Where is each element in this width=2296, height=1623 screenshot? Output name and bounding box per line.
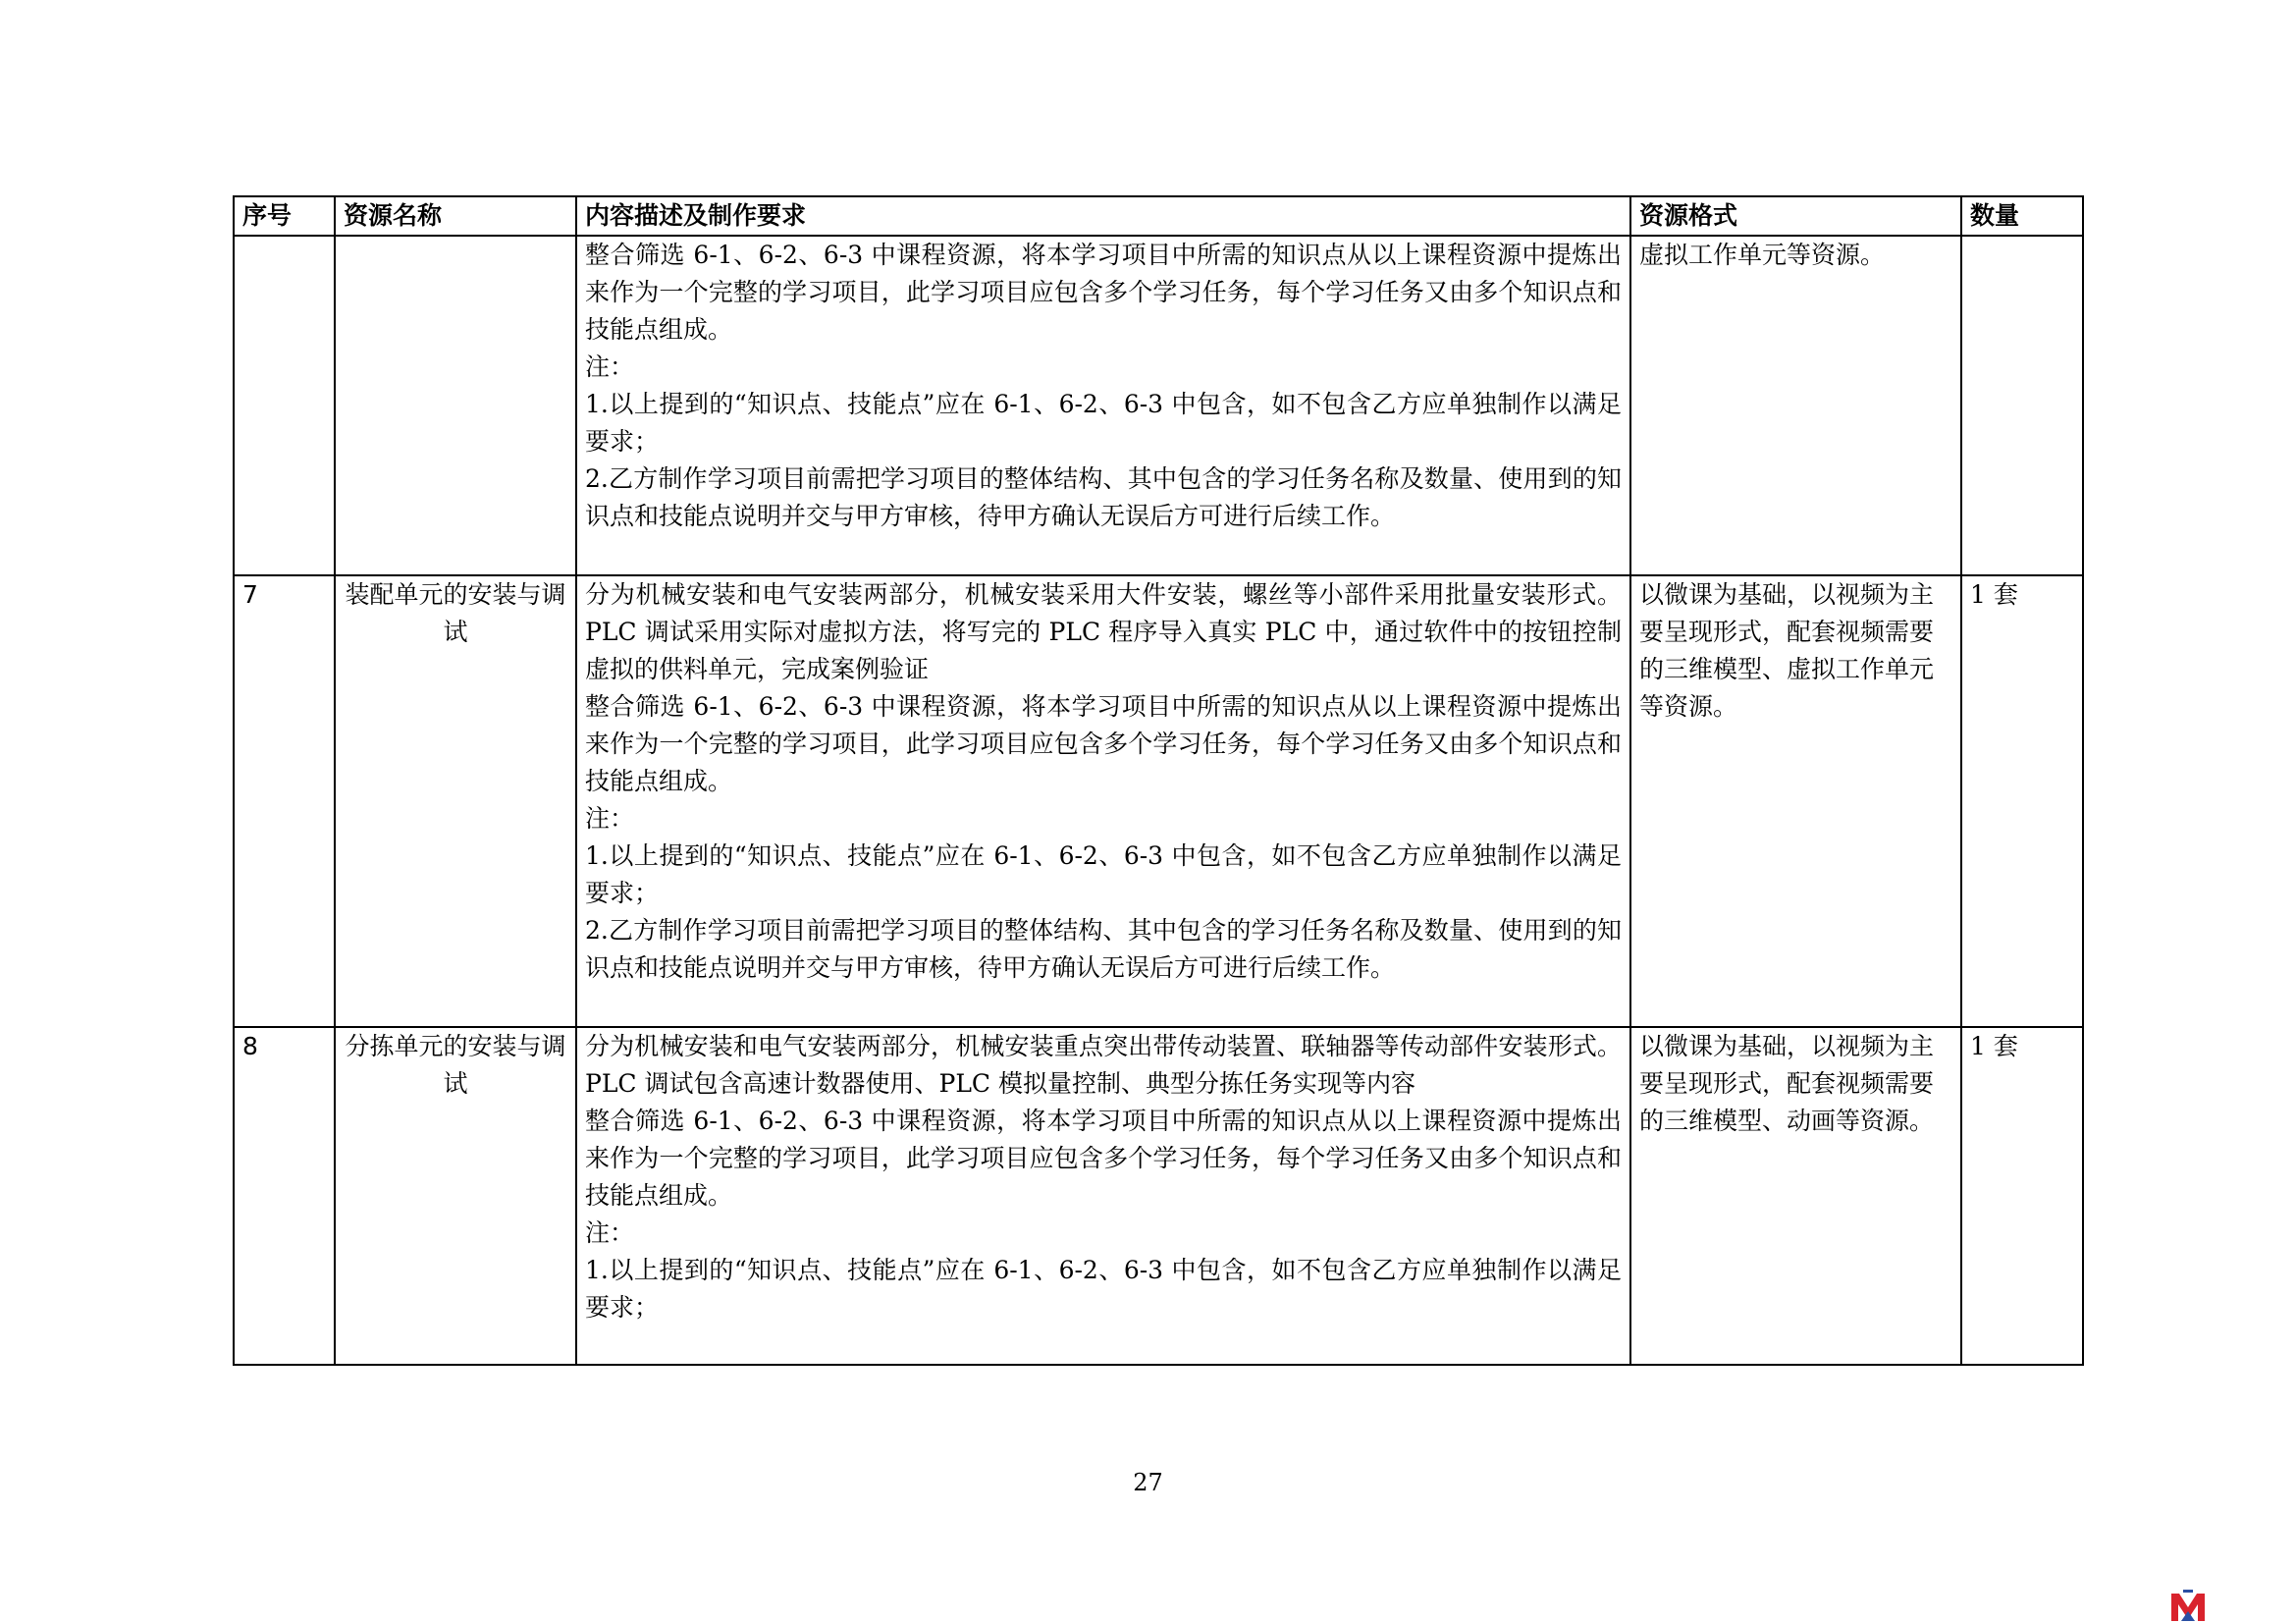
header-qty: 数量	[1961, 196, 2083, 236]
table-row	[234, 236, 2083, 575]
resource-quantity: 1 套	[1961, 1027, 2083, 1365]
header-desc: 内容描述及制作要求	[576, 196, 1630, 236]
table-row	[234, 575, 2083, 1027]
description-paragraph: 1.以上提到的“知识点、技能点”应在 6-1、6-2、6-3 中包含，如不包含乙方应单独制作以满足要求；	[585, 841, 1622, 907]
header-format: 资源格式	[1630, 196, 1961, 236]
description-paragraph: 整合筛选 6-1、6-2、6-3 中课程资源，将本学习项目中所需的知识点从以上课程资源中提炼出来作为一个完整的学习项目，此学习项目应包含多个学习任务，每个学习任务又由多个知识点和技能点组成。	[585, 1107, 1622, 1210]
resource-name: 分拣单元的安装与调试	[335, 1027, 576, 1365]
row-number	[234, 236, 335, 575]
header-name: 资源名称	[335, 196, 576, 236]
resource-description	[576, 1027, 1630, 1365]
description-paragraph: 注：	[585, 352, 635, 381]
corner-logo-icon	[2169, 1588, 2207, 1623]
description-paragraph: 注：	[585, 1218, 635, 1247]
resource-table	[233, 195, 2084, 1366]
resource-description	[576, 236, 1630, 575]
description-paragraph: 整合筛选 6-1、6-2、6-3 中课程资源，将本学习项目中所需的知识点从以上课程资源中提炼出来作为一个完整的学习项目，此学习项目应包含多个学习任务，每个学习任务又由多个知识点和技能点组成。	[585, 241, 1622, 344]
table-header-row	[234, 196, 2083, 236]
resource-name: 装配单元的安装与调试	[335, 575, 576, 1027]
resource-quantity	[1961, 236, 2083, 575]
resource-description	[576, 575, 1630, 1027]
description-paragraph: 注：	[585, 804, 635, 833]
description-paragraph: 1.以上提到的“知识点、技能点”应在 6-1、6-2、6-3 中包含，如不包含乙方应单独制作以满足要求；	[585, 390, 1622, 456]
row-number: 8	[234, 1027, 335, 1365]
row-number: 7	[234, 575, 335, 1027]
description-paragraph: 整合筛选 6-1、6-2、6-3 中课程资源，将本学习项目中所需的知识点从以上课程资源中提炼出来作为一个完整的学习项目，此学习项目应包含多个学习任务，每个学习任务又由多个知识点和技能点组成。	[585, 692, 1622, 795]
header-no: 序号	[234, 196, 335, 236]
resource-format: 以微课为基础，以视频为主要呈现形式，配套视频需要的三维模型、动画等资源。	[1630, 1027, 1961, 1365]
description-paragraph: 1.以上提到的“知识点、技能点”应在 6-1、6-2、6-3 中包含，如不包含乙方应单独制作以满足要求；	[585, 1256, 1622, 1322]
page-number: 27	[1133, 1469, 1163, 1496]
description-paragraph: 分为机械安装和电气安装两部分，机械安装重点突出带传动装置、联轴器等传动部件安装形式。PLC 调试包含高速计数器使用、PLC 模拟量控制、典型分拣任务实现等内容	[585, 1032, 1622, 1098]
description-paragraph: 分为机械安装和电气安装两部分，机械安装采用大件安装，螺丝等小部件采用批量安装形式。PLC 调试采用实际对虚拟方法，将写完的 PLC 程序导入真实 PLC 中，通过软件中的按钮控制虚拟的供料单元，完成案例验证	[585, 580, 1622, 683]
description-paragraph: 2.乙方制作学习项目前需把学习项目的整体结构、其中包含的学习任务名称及数量、使用到的知识点和技能点说明并交与甲方审核，待甲方确认无误后方可进行后续工作。	[585, 916, 1622, 982]
resource-quantity: 1 套	[1961, 575, 2083, 1027]
resource-format: 虚拟工作单元等资源。	[1630, 236, 1961, 575]
resource-name	[335, 236, 576, 575]
resource-format: 以微课为基础，以视频为主要呈现形式，配套视频需要的三维模型、虚拟工作单元等资源。	[1630, 575, 1961, 1027]
table-row	[234, 1027, 2083, 1365]
description-paragraph: 2.乙方制作学习项目前需把学习项目的整体结构、其中包含的学习任务名称及数量、使用到的知识点和技能点说明并交与甲方审核，待甲方确认无误后方可进行后续工作。	[585, 464, 1622, 530]
